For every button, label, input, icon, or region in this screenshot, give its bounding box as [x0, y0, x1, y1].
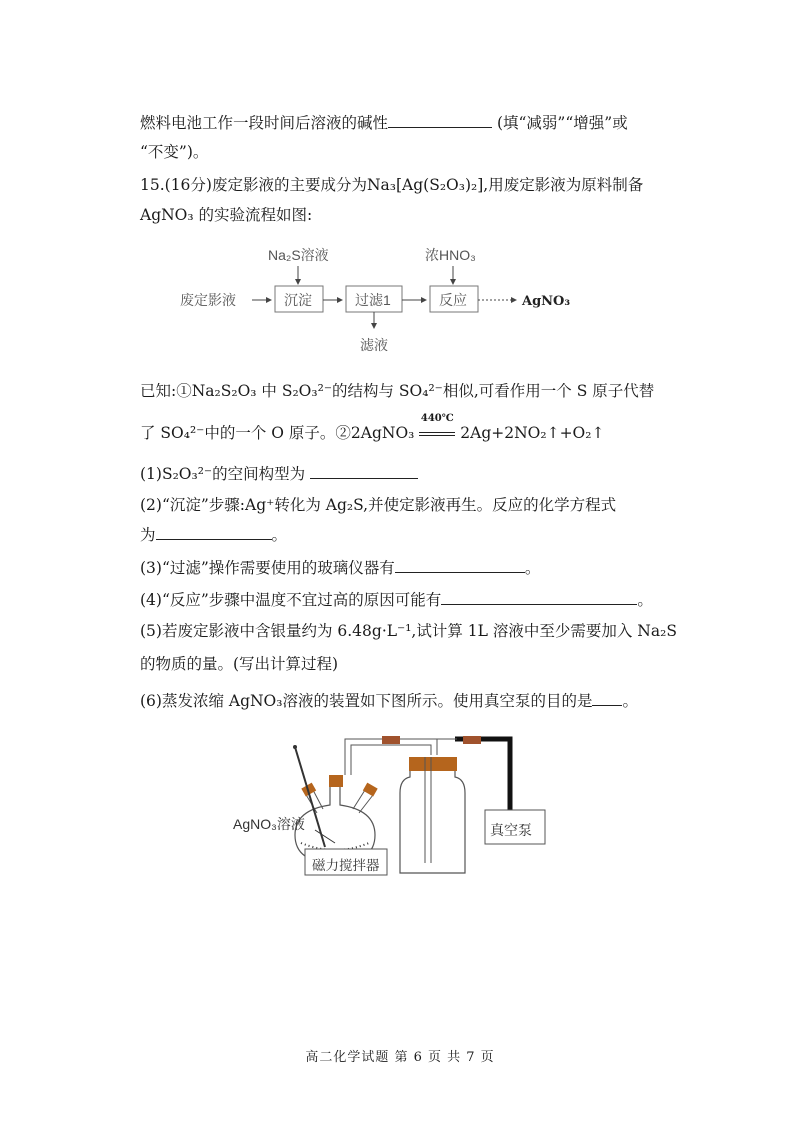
label-pointer [315, 830, 335, 843]
known-text: 已知:①Na₂S₂O₃ 中 S₂O₃²⁻的结构与 SO₄²⁻相似,可看作用一个 S 原子代替 [140, 382, 655, 400]
pump-tube [455, 739, 510, 810]
statement-text: 燃料电池工作一段时间后溶液的碱性 [140, 114, 389, 132]
condition-label: 440℃ [420, 413, 454, 424]
question-text: (2)“沉淀”步骤:Ag⁺转化为 Ag₂S,并使定影液再生。反应的化学方程式 [140, 496, 617, 514]
solution-label: AgNO₃溶液 [233, 816, 305, 832]
reaction-condition [419, 413, 455, 443]
product-label: AgNO₃ [522, 294, 571, 309]
step-precipitate-label: 沉淀 [284, 292, 312, 308]
known-line-2 [140, 413, 605, 443]
answer-blank[interactable] [156, 524, 272, 540]
filtrate-label: 滤液 [360, 337, 388, 353]
rubber-connector [382, 736, 400, 744]
question-text: 。 [622, 692, 638, 710]
question-3 [140, 557, 540, 578]
question-text: 的物质的量。(写出计算过程) [140, 655, 339, 673]
answer-blank[interactable] [310, 463, 418, 479]
step-reaction-label: 反应 [439, 292, 467, 308]
question-2-line-2 [140, 524, 287, 545]
bottle-stopper [409, 757, 457, 771]
start-label: 废定影液 [180, 292, 236, 308]
question-2 [140, 495, 616, 515]
known-line-1 [140, 381, 654, 401]
question-5-line-2 [140, 654, 338, 674]
question-text: (4)“反应”步骤中温度不宜过高的原因可能有 [140, 591, 442, 609]
flow-diagram [170, 240, 620, 360]
question-text: 为 [140, 526, 156, 544]
pump-label: 真空泵 [490, 822, 532, 838]
question-text: AgNO₃ 的实验流程如图: [140, 206, 313, 224]
answer-blank[interactable] [441, 589, 637, 605]
text-line [140, 112, 628, 133]
question-text: ,用废定影液为原料制备 [483, 176, 644, 194]
question-4 [140, 589, 653, 610]
question-text: 15.(16分)废定影液的主要成分为 [140, 176, 367, 194]
question-text: (6)蒸发浓缩 AgNO₃溶液的装置如下图所示。使用真空泵的目的是 [140, 692, 593, 710]
question-text: 。 [637, 591, 653, 609]
statement-text: “不变”)。 [140, 143, 209, 161]
buffer-bottle [400, 765, 465, 873]
text-line [140, 142, 208, 162]
reagent-hno3-label: 浓HNO₃ [425, 247, 476, 263]
question-6 [140, 690, 638, 711]
question-text: (1)S₂O₃²⁻的空间构型为 [140, 465, 306, 483]
question-text: (3)“过滤”操作需要使用的玻璃仪器有 [140, 559, 395, 577]
question-text: 。 [524, 559, 541, 577]
question-15-header [140, 175, 643, 195]
step-filter-label: 过滤1 [355, 292, 391, 308]
question-5 [140, 621, 677, 641]
known-text: 了 SO₄²⁻中的一个 O 原子。②2AgNO₃ [140, 424, 415, 442]
answer-blank[interactable] [592, 690, 622, 706]
statement-text: (填“减弱”“增强”或 [496, 114, 628, 132]
text-line [140, 205, 312, 225]
known-text: 2Ag+2NO₂↑+O₂↑ [460, 424, 605, 442]
equals-sign [419, 432, 455, 436]
answer-blank[interactable] [388, 112, 492, 128]
question-text: (5)若废定影液中含银量约为 6.48g·L⁻¹,试计算 1L 溶液中至少需要加入 Na₂S [140, 622, 677, 640]
stopper [329, 775, 343, 787]
answer-blank[interactable] [395, 557, 525, 573]
formula: Na₃[Ag(S₂O₃)₂] [366, 176, 484, 194]
question-1 [140, 463, 418, 484]
apparatus-diagram [225, 735, 555, 885]
reagent-na2s-label: Na₂S溶液 [268, 247, 329, 263]
question-text: 。 [271, 526, 288, 544]
rubber-connector [463, 736, 481, 744]
stirrer-label: 磁力搅拌器 [312, 858, 380, 873]
page-footer: 高二化学试题 第 6 页 共 7 页 [305, 1050, 495, 1065]
stopper [363, 783, 378, 797]
